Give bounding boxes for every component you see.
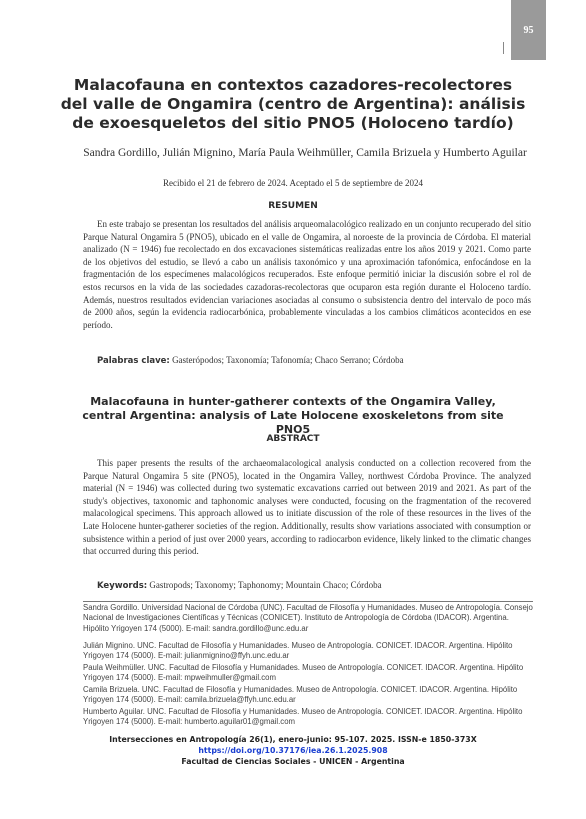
palabras-clave-list: Gasterópodos; Taxonomía; Tafonomía; Chaco Serrano; Córdoba [172, 355, 404, 365]
doi-link[interactable]: https://doi.org/10.37176/iea.26.1.2025.908 [198, 746, 388, 755]
palabras-clave-label: Palabras clave: [97, 356, 170, 366]
palabras-clave [97, 355, 527, 366]
affiliation-weihmuller: Paula Weihmüller. UNC. Facultad de Filosofía y Humanidades. Museo de Antropología. CONICET. IDACOR. Argentina. Hipólito Yrigoyen 174 (5000). E-mail: mpweihmuller@gmail.com [83, 663, 524, 683]
resumen-heading: RESUMEN [268, 201, 318, 211]
resumen-text: En este trabajo se presentan los resultados del análisis arqueomalacológico realizado en un conjunto recuperado del sitio Parque Natural Ongamira 5 (PNO5), ubicado en el valle de Ongamira, al noroeste de la provincia de Córdoba. El material analizado (N = 1946) fue recolectado en dos excavaciones sistemáticas realizadas entre los años 2019 y 2021. Como parte de los objetivos del estudio, se llevó a cabo un análisis taxonómico y una aproximación tafonómica, enfocándose en la fragmentación de los especímenes malacológicos recuperados. Este enfoque permitió iniciar la discusión sobre el rol de estos recursos en la vida de las sociedades cazadoras-recolectoras que ocuparon esta región durante el Holoceno tardío. Además, nuestros resultados evidencian variaciones asociadas al consumo o subsistencia dentro del intervalo de poco más de 2000 años, según la evidencia radiocarbónica, probablemente vinculadas a los cambios climáticos acontecidos en ese período. [83, 219, 531, 330]
affiliation-mignino: Julián Mignino. UNC. Facultad de Filosofía y Humanidades. Museo de Antropología. CONICET. IDACOR. Argentina. Hipólito Yrigoyen 174 (5000). E-mail: julianmignino@ffyh.unc.edu.ar [83, 641, 513, 661]
affiliation-gordillo: Sandra Gordillo. Universidad Nacional de Córdoba (UNC). Facultad de Filosofía y Humanidades. Museo de Antropología. Consejo Nacional de Investigaciones Científicas y Técnicas (CONICET). Instituto de Antropología de Córdoba (IDACOR). Argentina. Hipólito Yrigoyen 174 (5000). E-mail: sandra.gordillo@unc.edu.ar [83, 603, 533, 633]
affiliation-brizuela: Camila Brizuela. UNC. Facultad de Filosofía y Humanidades. Museo de Antropología. CONICET. IDACOR. Argentina. Hipólito Yrigoyen 174 (5000). E-mail: camila.brizuela@ffyh.unc.edu.ar [83, 685, 518, 705]
keywords-label: Keywords: [97, 581, 148, 591]
keywords [97, 580, 527, 591]
footnote-rule [83, 601, 533, 602]
author-list: Sandra Gordillo, Julián Mignino, María Paula Weihmüller, Camila Brizuela y Humberto Aguilar [83, 147, 527, 159]
article-title: Malacofauna en contextos cazadores-recolectores del valle de Ongamira (centro de Argentina): análisis de exoesqueletos del sitio PNO5 (Holoceno tardío) [60, 76, 526, 132]
institution: Facultad de Ciencias Sociales - UNICEN - Argentina [181, 757, 405, 766]
affiliation-aguilar: Humberto Aguilar. UNC. Facultad de Filosofía y Humanidades. Museo de Antropología. CONICET. IDACOR. Argentina. Hipólito Yrigoyen 174 (5000). E-mail: humberto.aguilar01@gmail.com [83, 707, 523, 727]
page-number-divider [503, 42, 504, 54]
keywords-list: Gastropods; Taxonomy; Taphonomy; Mountain Chaco; Córdoba [149, 580, 382, 590]
abstract-text: This paper presents the results of the archaeomalacological analysis conducted on a collection recovered from the Parque Natural Ongamira 5 site (PNO5), located in the Ongamira Valley, northwest Córdoba Province. The analyzed material (N = 1946) was collected during two systematic excavations carried out between 2019 and 2021. As part of the study's objectives, taxonomic and taphonomic analyses were conducted, focusing on the fragmentation of the recovered malacological specimens. This approach allowed us to initiate discussion of the role of these resources in the lives of the Late Holocene hunter-gatherer societies of the region. Additionally, results show variations associated with consumption or subsistence within a period of just over 2000 years, according to radiocarbon evidence, likely linked to the climatic changes that occurred during this period. [83, 458, 531, 557]
english-title: Malacofauna in hunter-gatherer contexts of the Ongamira Valley, central Argentina: analysis of Late Holocene exoskeletons from site PNO5 [82, 395, 504, 436]
received-dates: Recibido el 21 de febrero de 2024. Aceptado el 5 de septiembre de 2024 [163, 178, 423, 188]
page-number-tab [511, 0, 546, 60]
abstract-heading: ABSTRACT [266, 434, 320, 444]
page-number: 95 [523, 24, 534, 36]
journal-citation: Intersecciones en Antropología 26(1), enero-junio: 95-107. 2025. ISSN-e 1850-373X [109, 735, 477, 744]
